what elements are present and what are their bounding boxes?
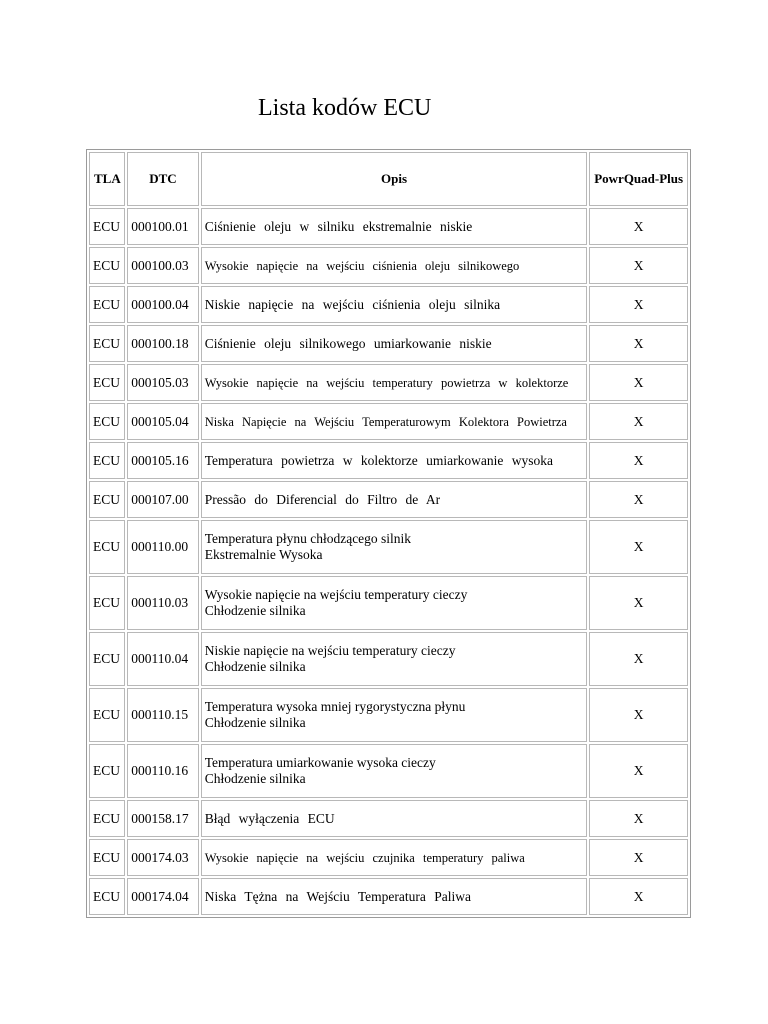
column-header-powrquad-plus: PowrQuad-Plus	[589, 152, 688, 206]
cell-opis	[201, 576, 588, 630]
cell-opis	[201, 800, 588, 837]
cell-opis	[201, 744, 588, 798]
opis-line: Temperatura umiarkowanie wysoka cieczy	[204, 755, 436, 770]
cell-dtc: 000110.15	[127, 688, 198, 742]
table-row	[89, 481, 688, 518]
cell-powrquad-plus-mark: X	[589, 208, 688, 245]
table-row	[89, 744, 688, 798]
cell-powrquad-plus-mark: X	[589, 576, 688, 630]
opis-line: Chłodzenie silnika	[204, 659, 306, 674]
opis-line: Błąd wyłączenia ECU	[204, 810, 335, 826]
table-body	[89, 208, 688, 915]
table-row	[89, 632, 688, 686]
table-row	[89, 364, 688, 401]
cell-opis	[201, 325, 588, 362]
opis-line: Niska Napięcie na Wejściu Temperaturowym Kolektora Powietrza	[204, 414, 567, 429]
opis-line: Wysokie napięcie na wejściu temperatury powietrza w kolektorze	[204, 375, 569, 390]
cell-dtc: 000158.17	[127, 800, 198, 837]
cell-opis	[201, 632, 588, 686]
opis-line: Wysokie napięcie na wejściu czujnika temperatury paliwa	[204, 850, 525, 865]
table-row	[89, 520, 688, 574]
opis-line: Wysokie napięcie na wejściu ciśnienia oleju silnikowego	[204, 258, 520, 273]
cell-opis	[201, 442, 588, 479]
cell-opis	[201, 286, 588, 323]
cell-tla: ECU	[89, 688, 125, 742]
cell-tla: ECU	[89, 576, 125, 630]
cell-tla: ECU	[89, 800, 125, 837]
cell-dtc: 000105.03	[127, 364, 198, 401]
cell-opis	[201, 839, 588, 876]
cell-dtc: 000110.03	[127, 576, 198, 630]
cell-dtc: 000100.03	[127, 247, 198, 284]
cell-dtc: 000107.00	[127, 481, 198, 518]
opis-line: Pressão do Diferencial do Filtro de Ar	[204, 491, 441, 507]
cell-powrquad-plus-mark: X	[589, 520, 688, 574]
table-row	[89, 325, 688, 362]
cell-opis	[201, 208, 588, 245]
cell-opis	[201, 688, 588, 742]
cell-powrquad-plus-mark: X	[589, 364, 688, 401]
cell-opis	[201, 520, 588, 574]
opis-line: Temperatura powietrza w kolektorze umiarkowanie wysoka	[204, 452, 554, 468]
cell-powrquad-plus-mark: X	[589, 325, 688, 362]
cell-dtc: 000174.04	[127, 878, 198, 915]
cell-dtc: 000110.04	[127, 632, 198, 686]
opis-line: Chłodzenie silnika	[204, 771, 306, 786]
cell-dtc: 000174.03	[127, 839, 198, 876]
page-title: Lista kodów ECU	[258, 95, 432, 121]
cell-opis	[201, 364, 588, 401]
cell-tla: ECU	[89, 481, 125, 518]
opis-line: Temperatura wysoka mniej rygorystyczna płynu	[204, 699, 466, 714]
table-row	[89, 247, 688, 284]
cell-powrquad-plus-mark: X	[589, 247, 688, 284]
cell-tla: ECU	[89, 839, 125, 876]
cell-tla: ECU	[89, 520, 125, 574]
cell-powrquad-plus-mark: X	[589, 800, 688, 837]
table-row	[89, 576, 688, 630]
cell-tla: ECU	[89, 286, 125, 323]
table-row	[89, 403, 688, 440]
cell-dtc: 000110.00	[127, 520, 198, 574]
opis-line: Chłodzenie silnika	[204, 603, 306, 618]
opis-line: Chłodzenie silnika	[204, 715, 306, 730]
cell-powrquad-plus-mark: X	[589, 688, 688, 742]
table-header-row	[89, 152, 688, 206]
cell-opis	[201, 403, 588, 440]
table-row	[89, 688, 688, 742]
opis-line: Niskie napięcie na wejściu ciśnienia oleju silnika	[204, 296, 501, 312]
column-header-opis: Opis	[201, 152, 588, 206]
cell-tla: ECU	[89, 403, 125, 440]
opis-line: Niska Tężna na Wejściu Temperatura Paliwa	[204, 888, 471, 904]
opis-line: Ciśnienie oleju w silniku ekstremalnie niskie	[204, 218, 473, 234]
cell-tla: ECU	[89, 208, 125, 245]
ecu-code-table	[86, 149, 691, 918]
cell-tla: ECU	[89, 632, 125, 686]
cell-tla: ECU	[89, 744, 125, 798]
cell-opis	[201, 481, 588, 518]
cell-tla: ECU	[89, 247, 125, 284]
cell-opis	[201, 878, 588, 915]
opis-line: Temperatura płynu chłodzącego silnik	[204, 531, 412, 546]
cell-tla: ECU	[89, 364, 125, 401]
table-row	[89, 878, 688, 915]
cell-tla: ECU	[89, 442, 125, 479]
cell-powrquad-plus-mark: X	[589, 632, 688, 686]
cell-dtc: 000100.04	[127, 286, 198, 323]
opis-line: Wysokie napięcie na wejściu temperatury cieczy	[204, 587, 468, 602]
table-row	[89, 286, 688, 323]
opis-line: Ekstremalnie Wysoka	[204, 547, 323, 562]
cell-powrquad-plus-mark: X	[589, 403, 688, 440]
cell-powrquad-plus-mark: X	[589, 878, 688, 915]
table-row	[89, 800, 688, 837]
cell-powrquad-plus-mark: X	[589, 442, 688, 479]
cell-powrquad-plus-mark: X	[589, 481, 688, 518]
cell-dtc: 000100.18	[127, 325, 198, 362]
cell-dtc: 000100.01	[127, 208, 198, 245]
cell-dtc: 000105.16	[127, 442, 198, 479]
cell-powrquad-plus-mark: X	[589, 744, 688, 798]
cell-dtc: 000105.04	[127, 403, 198, 440]
table-row	[89, 208, 688, 245]
cell-opis	[201, 247, 588, 284]
opis-line: Ciśnienie oleju silnikowego umiarkowanie niskie	[204, 335, 492, 351]
table-row	[89, 839, 688, 876]
cell-dtc: 000110.16	[127, 744, 198, 798]
cell-powrquad-plus-mark: X	[589, 286, 688, 323]
cell-tla: ECU	[89, 325, 125, 362]
opis-line: Niskie napięcie na wejściu temperatury cieczy	[204, 643, 456, 658]
column-header-tla: TLA	[89, 152, 125, 206]
table-row	[89, 442, 688, 479]
ecu-code-table-wrapper	[86, 149, 691, 918]
cell-tla: ECU	[89, 878, 125, 915]
column-header-dtc: DTC	[127, 152, 198, 206]
cell-powrquad-plus-mark: X	[589, 839, 688, 876]
